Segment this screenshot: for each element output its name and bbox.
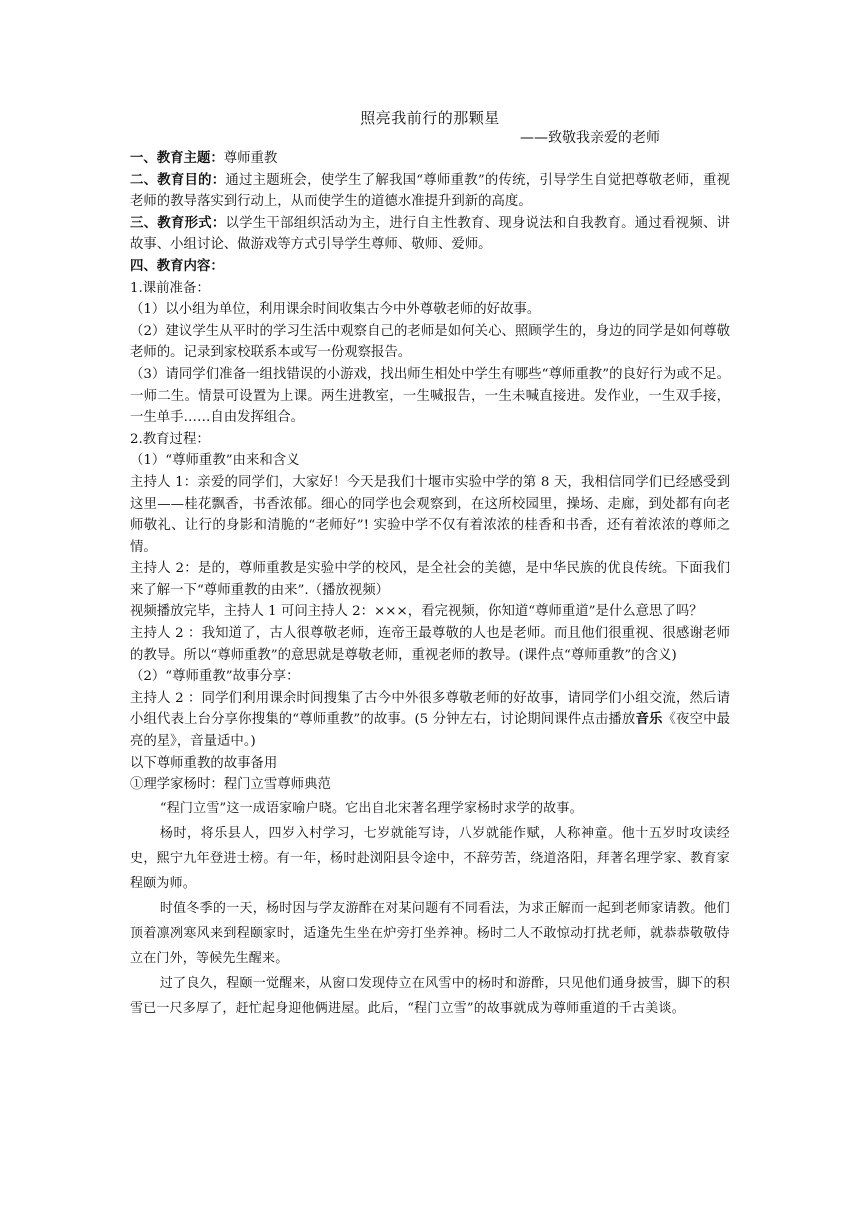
story-heading: ①理学家杨时：程门立雪尊师典范	[130, 777, 331, 793]
section-label: 四、教育内容：	[130, 258, 224, 274]
host-paragraph: 主持人 1：亲爱的同学们，大家好！今天是我们十堰市实验中学的第 8 天，我相信同学们已经感受到这里——桂花飘香，书香浓郁。细心的同学也会观察到，在这所校园里，操场、走廊，到处都有向老师敬礼、让行的身影和清脆的“老师好”! 实验中学不仅有着浓浓的桂香和书香，还有着浓浓的尊师之情。	[130, 474, 730, 555]
story-paragraph: “程门立雪”这一成语家喻户晓。它出自北宋著名理学家杨时求学的故事。	[159, 800, 583, 816]
host-paragraph: 主持人 2：是的，尊师重教是实验中学的校风，是全社会的美德，是中华民族的优良传统。下面我们来了解一下“尊师重教的由来”.（播放视频）	[130, 561, 730, 598]
section-text: 通过主题班会，使学生了解我国“尊师重教”的传统，引导学生自觉把尊敬老师，重视老师的教导落实到行动上，从而使学生的道德水准提升到新的高度。	[130, 172, 730, 210]
music-label: 音乐	[635, 711, 663, 728]
document-title: 照亮我前行的那颗星	[360, 109, 500, 127]
section-label: 一、教育主题：	[130, 151, 224, 166]
host-text: 《夜空中最亮的星》，音量适中。)	[130, 712, 731, 750]
story-paragraph: 过了良久，程颐一觉醒来，从窗口发现侍立在风雪中的杨时和游酢，只见他们通身披雪，脚下的积雪已一尺多厚了，赶忙起身迎他俩进屋。此后，“程门立雪”的故事就成为尊师重道的千古美谈。	[130, 975, 730, 1016]
story-paragraph: 杨时，将乐县人，四岁入村学习，七岁就能写诗，八岁就能作赋，人称神童。他十五岁时攻读经史，熙宁九年登进士榜。有一年，杨时赴浏阳县令途中，不辞劳苦，绕道洛阳，拜著名理学家、教育家程颐为师。	[130, 825, 730, 891]
section-content	[130, 256, 730, 278]
section-label: 二、教育目的：	[130, 172, 226, 188]
process-item: （2）“尊师重教”故事分享：	[130, 669, 300, 685]
process-heading: 2.教育过程：	[130, 431, 210, 447]
section-theme	[130, 148, 730, 170]
section-text: 以学生干部组织活动为主，进行自主性教育、现身说法和自我教育。通过看视频、讲故事、小组讨论、做游戏等方式引导学生尊师、敬师、爱师。	[130, 215, 731, 253]
process-item: （1）“尊师重教”由来和含义	[130, 453, 300, 469]
host-text: 主持人 2 ：同学们利用课余时间搜集了古今中外很多尊敬老师的好故事，请同学们小组交流，然后请小组代表上台分享你搜集的“尊师重教”的故事。(5 分钟左右，讨论期间课件点击播放	[130, 690, 730, 728]
backup-note: 以下尊师重教的故事备用	[130, 755, 278, 771]
host-paragraph	[130, 688, 730, 753]
prep-item: （3）请同学们准备一组找错误的小游戏，找出师生相处中学生有哪些“尊师重教”的良好行为或不足。一师二生。情景可设置为上课。两生进教室，一生喊报告，一生未喊直接进。发作业，一生双手接，一生单手……自由发挥组合。	[130, 366, 730, 426]
section-form	[130, 213, 730, 256]
section-purpose	[130, 170, 730, 213]
prep-item: （2）建议学生从平时的学习生活中观察自己的老师是如何关心、照顾学生的，身边的同学是如何尊敬老师的。记录到家校联系本或写一份观察报告。	[130, 323, 730, 361]
section-label: 三、教育形式：	[130, 215, 226, 231]
story-paragraph: 时值冬季的一天，杨时因与学友游酢在对某问题有不同看法，为求正解而一起到老师家请教。他们顶着凛冽寒风来到程颐家时，适逢先生坐在炉旁打坐养神。杨时二人不敢惊动打扰老师，就恭恭敬敬侍立在门外，等候先生醒来。	[130, 900, 730, 966]
document-subtitle: ——致敬我亲爱的老师	[520, 130, 660, 146]
prep-item: （1）以小组为单位，利用课余时间收集古今中外尊敬老师的好故事。	[130, 302, 541, 318]
prep-heading: 1.课前准备：	[130, 280, 210, 296]
video-question: 视频播放完毕，主持人 1 可问主持人 2：×××，看完视频，你知道“尊师重道”是什么意思了吗？	[130, 604, 703, 620]
section-text: 尊师重教	[223, 151, 278, 166]
document-body	[130, 108, 730, 1021]
host-paragraph: 主持人 2 ：我知道了，古人很尊敬老师，连帝王最尊敬的人也是老师。而且他们很重视、很感谢老师的教导。所以“尊师重教”的意思就是尊敬老师，重视老师的教导。(课件点“尊师重教”的含义)	[130, 626, 730, 663]
